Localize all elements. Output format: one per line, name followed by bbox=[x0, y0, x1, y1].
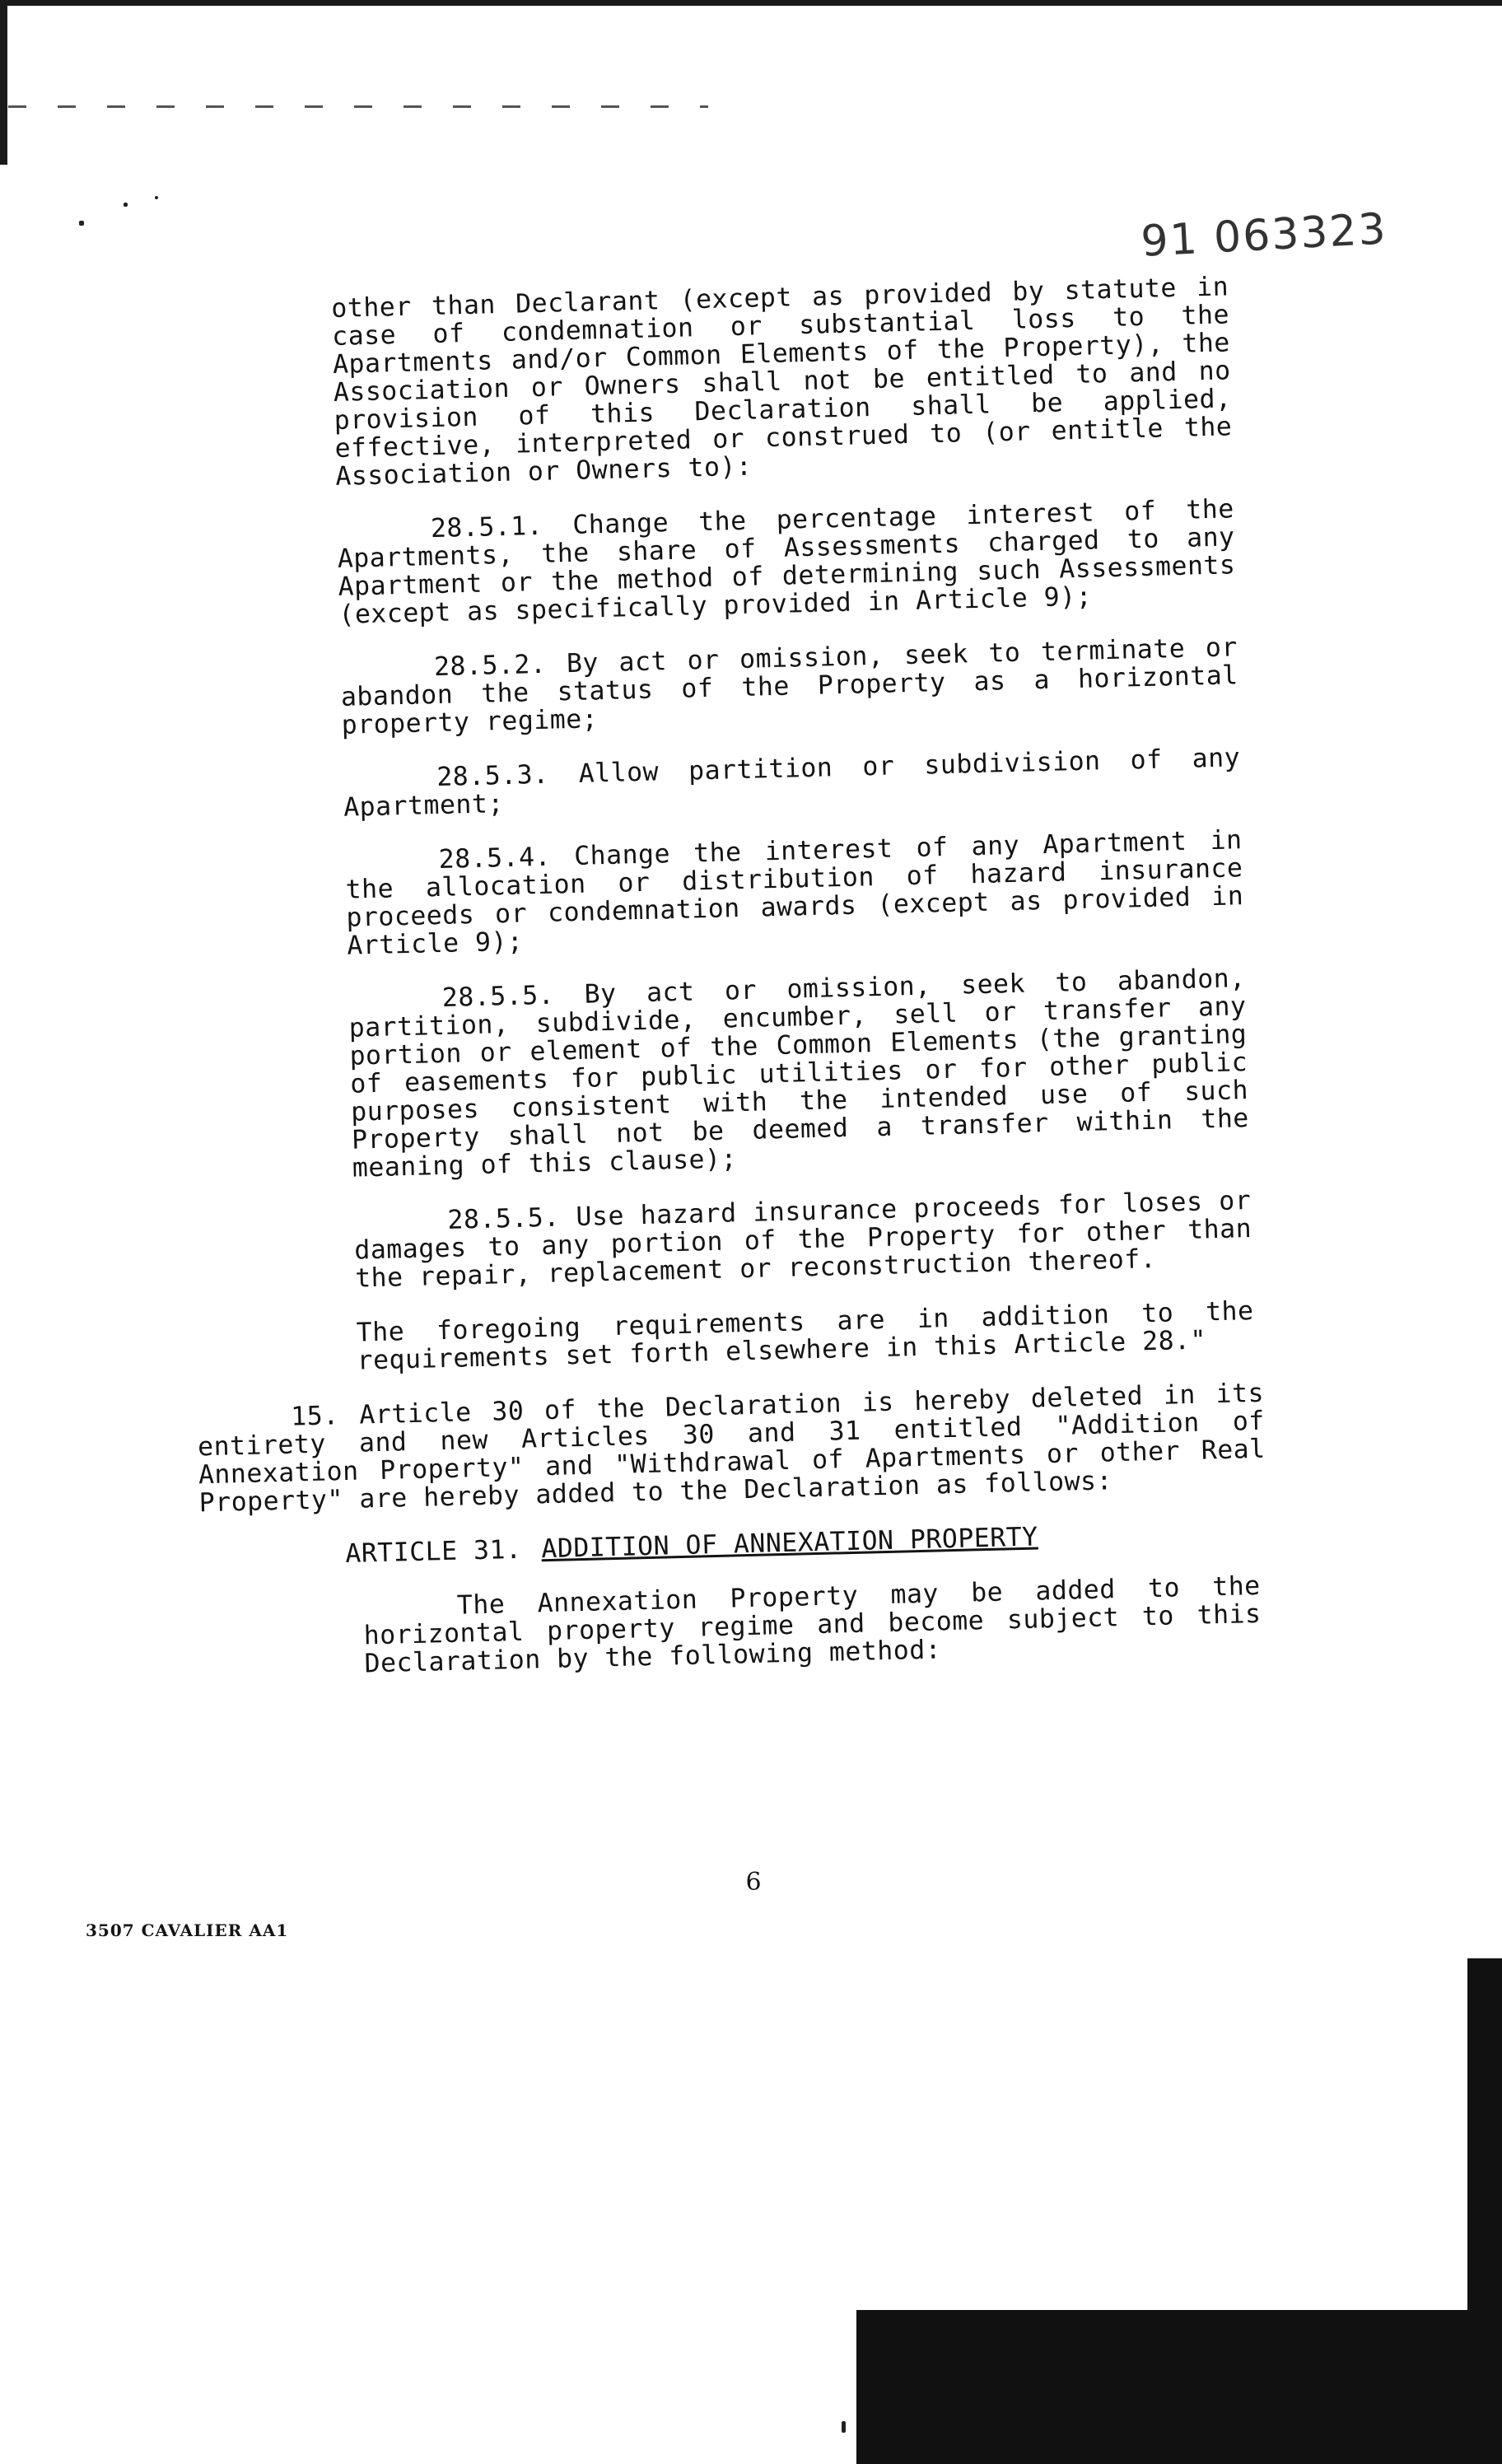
paragraph-intro: other than Declarant (except as provided by statute in case of condemnation or substantial loss to the Apartments and/or Common Elements of the Property), the Association or Owners shall not be entitled to and no provision of this Declaration shall be applied, effective, interpreted or construed to (or entitle the Association or Owners to): bbox=[330, 272, 1233, 492]
article-number: ARTICLE 31. bbox=[344, 1534, 522, 1570]
paragraph-28-5-5-b: 28.5.5. Use hazard insurance proceeds for loses or damages to any portion of the Property for other than the repair, replacement or reconstruction thereof. bbox=[353, 1186, 1252, 1294]
scan-dash-artifact bbox=[8, 105, 708, 108]
article-title: ADDITION OF ANNEXATION PROPERTY bbox=[540, 1522, 1039, 1565]
paragraph-28-5-5-a: 28.5.5. By act or omission, seek to abandon, partition, subdivide, encumber, sell or transfer any portion or element of the Common Elements (the granting of easements for public utilities or for other public purposes consistent with the intended use of such Property shall not be deemed a transfer within the meaning of this clause); bbox=[348, 964, 1250, 1183]
paragraph-annexation: The Annexation Property may be added to the horizontal property regime and become subject to this Declaration by the following method: bbox=[363, 1570, 1262, 1679]
footer-code: 3507 CAVALIER AA1 bbox=[86, 1920, 289, 1940]
paragraph-28-5-1: 28.5.1. Change the percentage interest of the Apartments, the share of Assessments charged to any Apartment or the method of determining such Assessments (except as specifically provided in Article 9); bbox=[337, 494, 1236, 630]
scan-speck bbox=[155, 196, 158, 199]
scan-edge-top bbox=[0, 0, 1502, 6]
document-body bbox=[197, 272, 1266, 1704]
scan-speck bbox=[842, 2421, 846, 2433]
scan-speck bbox=[79, 221, 84, 226]
scan-edge-left bbox=[0, 0, 7, 165]
scan-speck bbox=[124, 203, 128, 207]
paragraph-28-5-2: 28.5.2. By act or omission, seek to terminate or abandon the status of the Property as a horizontal property regime; bbox=[340, 632, 1239, 740]
paragraph-foregoing: The foregoing requirements are in addition to the requirements set forth elsewhere in this Article 28." bbox=[356, 1295, 1254, 1376]
page-number: 6 bbox=[745, 1868, 762, 1897]
paragraph-28-5-4: 28.5.4. Change the interest of any Apartment in the allocation or distribution of hazard insurance proceeds or condemnation awards (except as provided in Article 9); bbox=[345, 825, 1244, 961]
document-number: 91 063323 bbox=[1140, 204, 1388, 267]
scan-edge-bottom bbox=[856, 2310, 1502, 2464]
paragraph-28-5-3: 28.5.3. Allow partition or subdivision of any Apartment; bbox=[343, 743, 1241, 823]
article-heading bbox=[344, 1518, 1260, 1570]
paragraph-15: 15. Article 30 of the Declaration is hereby deleted in its entirety and new Articles 30 and 31 entitled "Addition of Annexation Property" and "Withdrawal of Apartments or other Real Property" are hereby added to the Declaration as follows: bbox=[197, 1378, 1266, 1519]
